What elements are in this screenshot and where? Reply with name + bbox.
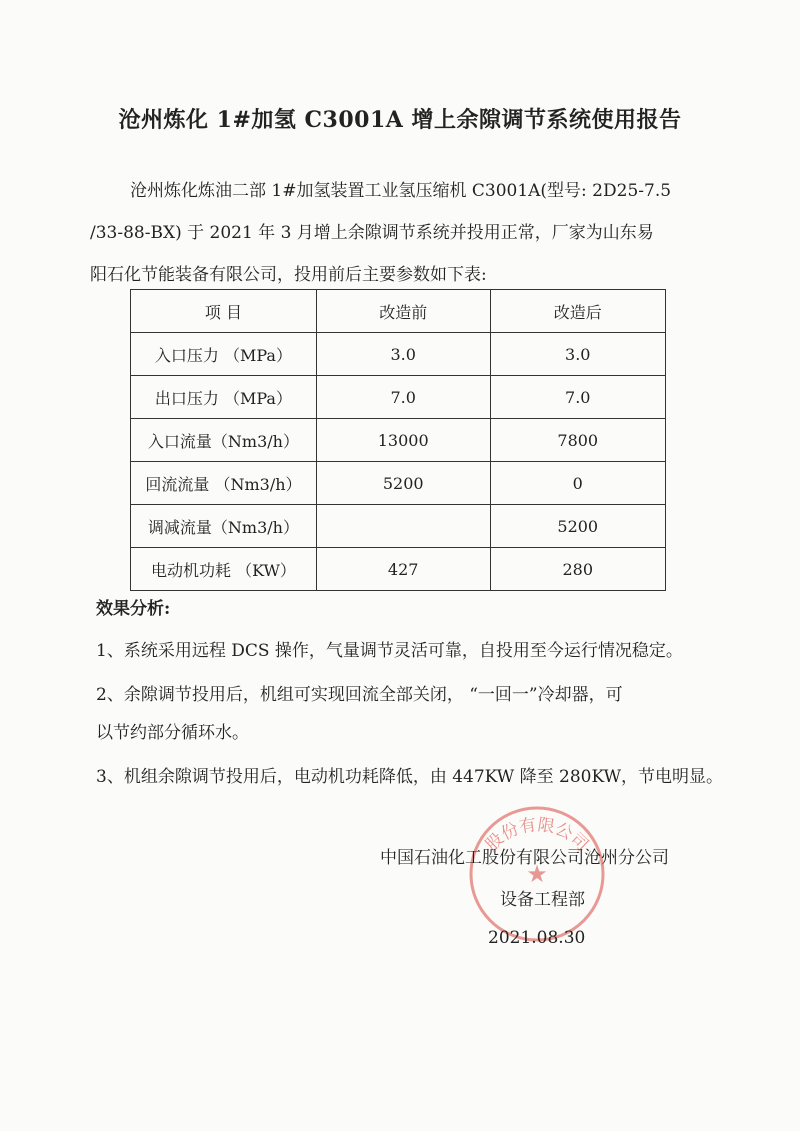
header-item: 项 目: [131, 290, 317, 333]
row-after: 7800: [490, 419, 666, 462]
row-label: 入口压力 （MPa）: [131, 333, 317, 376]
row-after: 7.0: [490, 376, 666, 419]
row-before: 5200: [316, 462, 490, 505]
signature-organization: 中国石油化工股份有限公司沧州分公司: [380, 848, 669, 868]
header-before: 改造前: [316, 290, 490, 333]
row-before: [316, 505, 490, 548]
table-row: [131, 548, 666, 591]
intro-paragraph: [90, 170, 710, 296]
seal-star-icon: ★: [526, 860, 548, 888]
analysis-item-3: 3、机组余隙调节投用后，电动机功耗降低，由 447KW 降至 280KW，节电明显。: [96, 767, 724, 787]
signature-date: 2021.08.30: [488, 928, 586, 948]
table-row: [131, 333, 666, 376]
analysis-item-2: 2、余隙调节投用后，机组可实现回流全部关闭， “一回一”冷却器，可: [96, 685, 623, 705]
intro-line-2: /33-88-BX) 于 2021 年 3 月增上余隙调节系统并投用正常，厂家为山东易: [90, 223, 654, 243]
row-label: 入口流量（Nm3/h）: [131, 419, 317, 462]
table-row: [131, 376, 666, 419]
row-before: 13000: [316, 419, 490, 462]
table-row: [131, 419, 666, 462]
parameters-table: [130, 289, 666, 591]
row-after: 280: [490, 548, 666, 591]
analysis-item-1: 1、系统采用远程 DCS 操作，气量调节灵活可靠，自投用至今运行情况稳定。: [96, 641, 683, 661]
row-label: 回流流量 （Nm3/h）: [131, 462, 317, 505]
row-after: 3.0: [490, 333, 666, 376]
analysis-heading: 效果分析:: [96, 599, 171, 619]
intro-line-3: 阳石化节能装备有限公司，投用前后主要参数如下表:: [90, 265, 487, 285]
intro-line-1: 沧州炼化炼油二部 1#加氢装置工业氢压缩机 C3001A(型号: 2D25-7.5: [130, 181, 672, 201]
row-before: 7.0: [316, 376, 490, 419]
row-after: 5200: [490, 505, 666, 548]
table-header-row: [131, 290, 666, 333]
table-row: [131, 505, 666, 548]
row-after: 0: [490, 462, 666, 505]
seal-text: 股份有限公司: [481, 815, 593, 856]
row-before: 3.0: [316, 333, 490, 376]
row-label: 电动机功耗 （KW）: [131, 548, 317, 591]
signature-department: 设备工程部: [500, 890, 585, 910]
table-row: [131, 462, 666, 505]
row-before: 427: [316, 548, 490, 591]
document-title: 沧州炼化 1#加氢 C3001A 增上余隙调节系统使用报告: [118, 107, 682, 133]
company-seal-stamp: [462, 796, 612, 946]
row-label: 出口压力 （MPa）: [131, 376, 317, 419]
analysis-item-2-cont: 以节约部分循环水。: [96, 723, 249, 743]
header-after: 改造后: [490, 290, 666, 333]
row-label: 调减流量（Nm3/h）: [131, 505, 317, 548]
